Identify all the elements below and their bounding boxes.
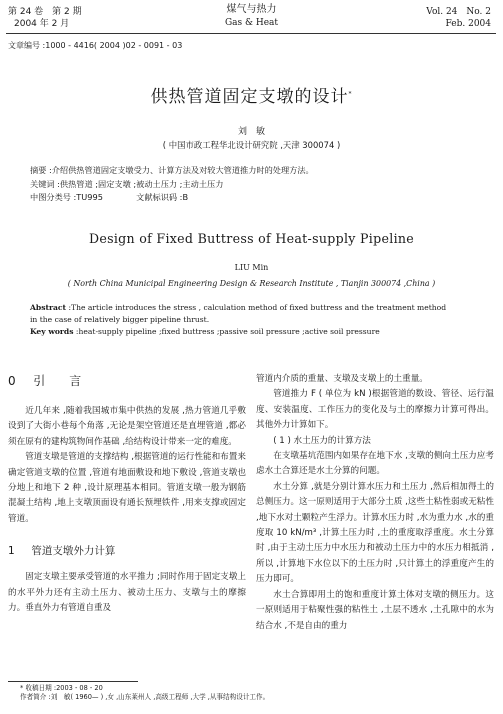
keywords-en-label: Key words — [30, 327, 74, 336]
footnote-rule — [8, 681, 138, 682]
abstract-cn: 摘要 :介绍供热管道固定支墩受力、计算方法及对较大管道推力时的处理方法。 — [30, 165, 314, 175]
section-1-heading — [8, 543, 246, 558]
right-paragraph-5: 水土合算即用土的饱和重度计算土体对支墩的侧压力。这一原则适用于粘聚性强的粘性土 ,土层不透水 ,土孔隙中的水为结合水 ,不是自由的重力 — [256, 589, 494, 631]
left-column-body — [8, 404, 246, 527]
right-paragraph-1: 管道内介质的重量、支墩及支墩上的土重量。 — [256, 374, 428, 384]
section-1-title: 管道支墩外力计算 — [31, 545, 116, 558]
abstract-en-line-1 — [30, 302, 480, 314]
article-id: 文章编号 :1000 - 4416( 2004 )02 - 0091 - 03 — [8, 41, 183, 50]
title-cn — [0, 82, 503, 107]
section-0-title: 引 言 — [33, 374, 82, 388]
left-column-body-2 — [8, 570, 246, 616]
right-paragraph-4: 水土分算 ,就是分别计算水压力和土压力 ,然后相加得土的总侧压力。这一原则适用于大部分土质 ,这些土粘性弱或无粘性 ,地下水对土颗粒产生浮力。计算水压力时 ,水为重力水 ,水的重度取 10 kN/m³ ,计算土压力时 ,土的重度取浮重度。水土分算时 ,由于主动土压力中水压力和被动土压力中的水压力相抵消 ,所以 ,计算地下水位以下的土压力时 ,只计算土的浮重度产生的压力即可。 — [256, 481, 494, 585]
journal-name-cn: 煤气与热力 — [226, 4, 277, 15]
right-column — [256, 372, 494, 634]
author-en: LIU Min — [234, 263, 269, 272]
abstract-block-en — [30, 302, 480, 338]
clc-number: 中图分类号 :TU995 — [30, 192, 103, 202]
keywords-cn: 关键词 :供热管道 ;固定支墩 ;被动土压力 ;主动土压力 — [30, 178, 224, 189]
footnote — [20, 684, 269, 702]
journal-date: 2004 年 2 月 — [14, 19, 70, 29]
author-bio: 作者简介 :刘 敏( 1960— ) ,女 ,山东莱州人 ,高级工程师 ,大学 ,从事结构设计工作。 — [20, 693, 270, 701]
doc-code: 文献标识码 :B — [136, 192, 189, 202]
intro-paragraph-2: 管道支墩是管道的支撑结构 ,根据管道的运行性能和布置来确定管道支墩的位置 ,管道有地面敷设和地下敷设 ,管道支墩也分地上和地下 2 种 ,设计原理基本相同。管道支墩一般为钢筋混凝土结构 ,地上支墩顶面设有通长预埋铁件 ,用来支撑或固定管道。 — [8, 452, 246, 524]
journal-volume: 第 24 卷 第 2 期 — [8, 7, 82, 17]
journal-date-en: Feb. 2004 — [445, 19, 491, 29]
section-0-number: 0 — [8, 374, 16, 388]
abstract-en-text-1: :The article introduces the stress , calculation method of fixed buttress and the treatment method — [66, 303, 447, 312]
journal-volume-en-line: Vol. 24 No. 2 — [426, 7, 491, 17]
journal-name-en: Gas & Heat — [224, 18, 279, 28]
title-footnote-mark: * — [348, 90, 353, 98]
abstract-en-text-2: in the case of relatively bigger pipeline thrust. — [30, 315, 210, 324]
received-date: * 收稿日期 :2003 - 08 - 20 — [20, 684, 103, 692]
section-1-paragraph-1: 固定支墩主要承受管道的水平推力 ;同时作用于固定支墩上的水平外力还有主动土压力、被动土压力、支墩与土的摩擦力。垂直外力有管道自重及 — [8, 572, 246, 614]
title-en: Design of Fixed Buttress of Heat-supply Pipeline — [88, 231, 415, 246]
title-cn-text: 供热管道固定支墩的设计 — [150, 87, 349, 107]
section-1-number: 1 — [8, 545, 15, 558]
affiliation-en: ( North China Municipal Engineering Design & Research Institute , Tianjin 300074 ,China ) — [67, 279, 436, 288]
abstract-block-cn — [30, 164, 314, 205]
abstract-en-label: Abstract — [30, 303, 67, 312]
keywords-en — [30, 326, 480, 338]
section-0-heading — [8, 372, 246, 392]
journal-volume-en — [426, 6, 491, 30]
classification-row — [30, 191, 314, 205]
subheading-water-soil: ( 1 ) 水土压力的计算方法 — [273, 435, 371, 446]
header-rule — [6, 33, 496, 34]
right-paragraph-3: 在支墩基坑范围内如果存在地下水 ,支墩的侧向土压力应考虑水土合算还是水土分算的问题。 — [256, 451, 494, 477]
right-paragraph-2: 管道推力 F ( 单位为 kN )根据管道的数设、管径、运行温度、安装温度、工作压力的变化及与土的摩擦力计算可得出。其他外力计算如下。 — [256, 389, 494, 431]
left-column — [8, 372, 246, 616]
author-cn: 刘 敏 — [237, 127, 265, 137]
intro-paragraph-1: 近几年来 ,随着我国城市集中供热的发展 ,热力管道几乎敷设到了大街小巷每个角落 ,无论是架空管道还是直埋管道 ,都必须在原有的建构筑物间作基础 ,给结构设计带来一定的难度。 — [8, 406, 246, 447]
keywords-en-text: :heat-supply pipeline ;fixed buttress ;passive soil pressure ;active soil pressure — [73, 327, 380, 336]
affiliation-cn: ( 中国市政工程华北设计研究院 ,天津 300074 ) — [162, 140, 341, 150]
